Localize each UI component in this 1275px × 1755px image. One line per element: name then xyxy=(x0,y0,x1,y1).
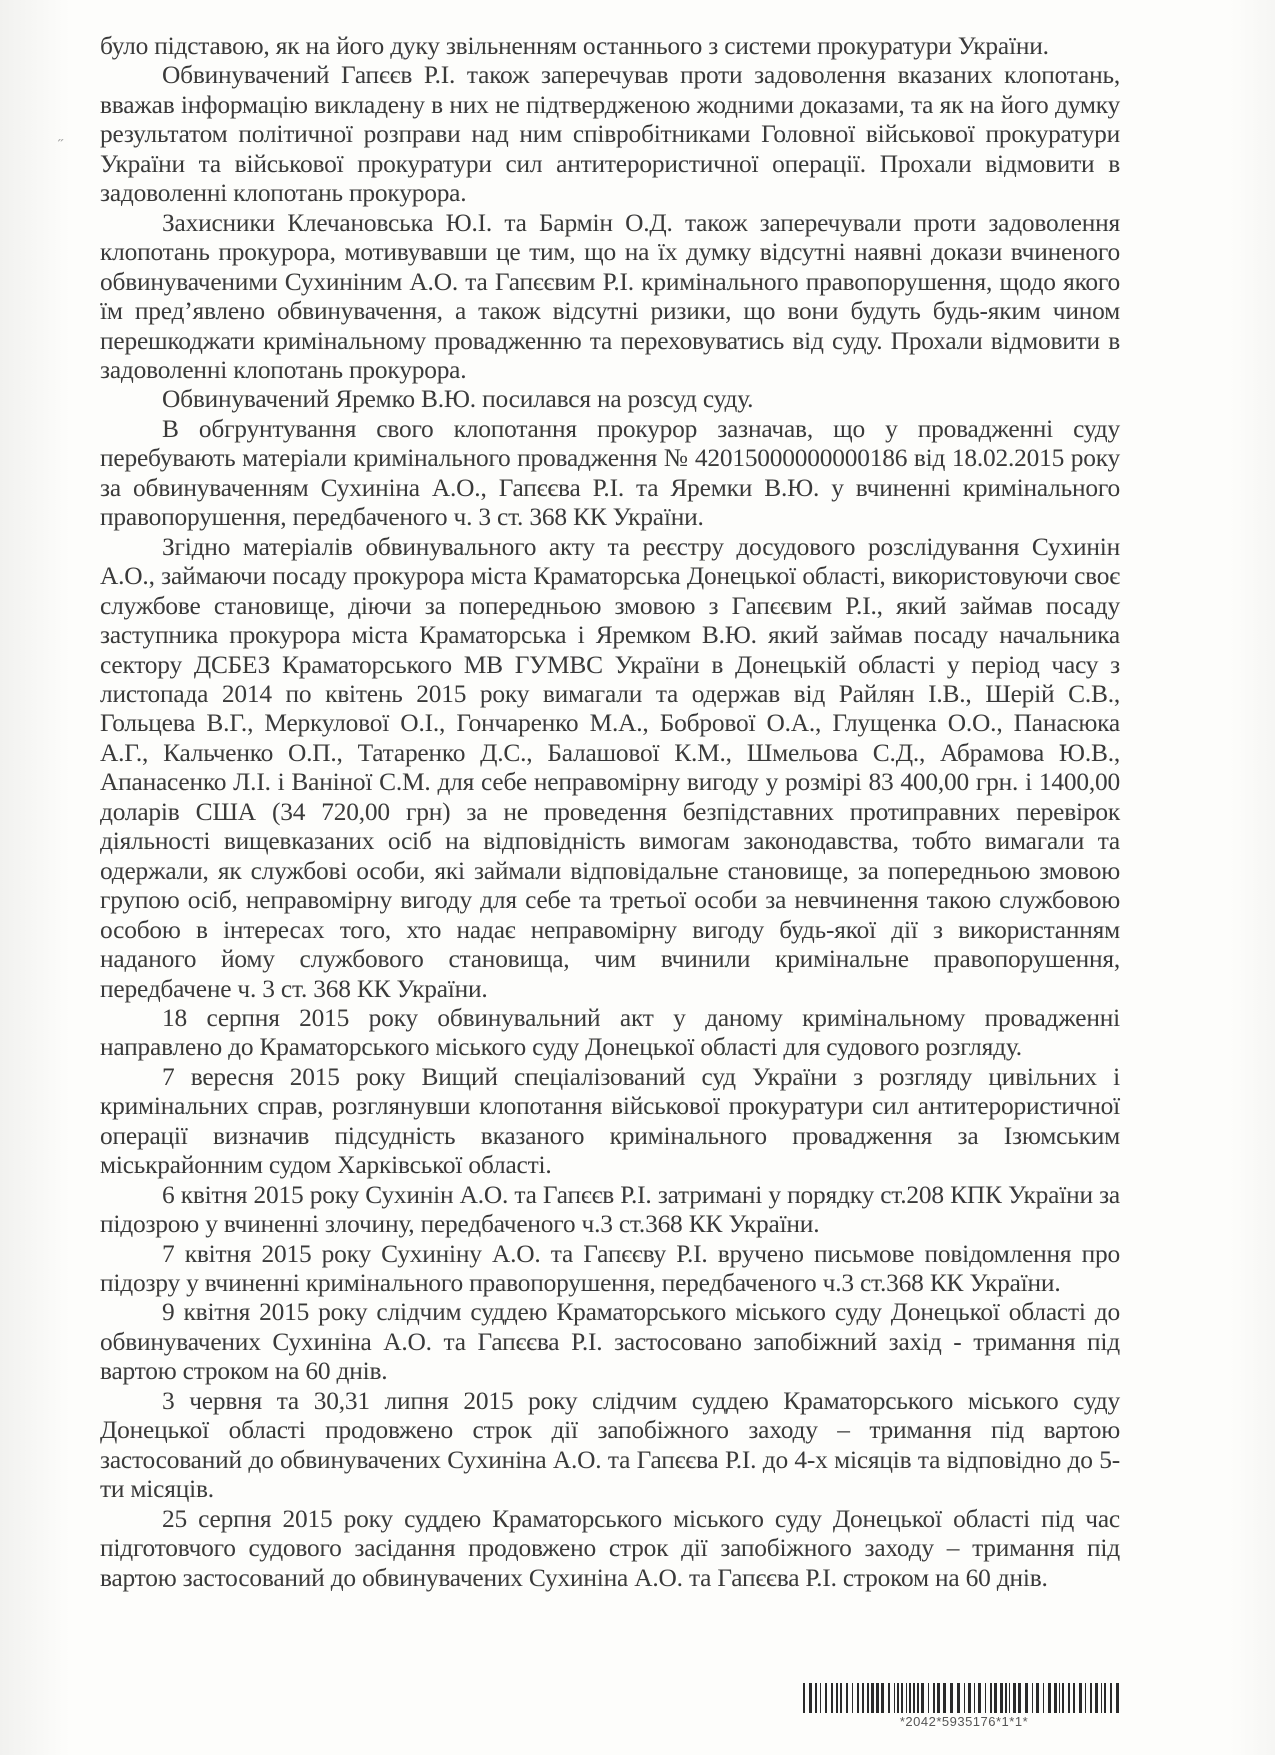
barcode-bar xyxy=(1116,1683,1119,1713)
barcode-bar xyxy=(876,1683,879,1713)
barcode-bar xyxy=(1013,1683,1016,1713)
barcode-bar xyxy=(994,1683,997,1713)
barcode-bar xyxy=(921,1683,924,1713)
barcode-number: *2042*5935176*1*1* xyxy=(899,1714,1029,1729)
barcode-bar xyxy=(871,1683,874,1713)
barcode-bar xyxy=(1073,1683,1075,1713)
barcode-bar xyxy=(1090,1683,1092,1713)
barcode-bar xyxy=(820,1683,821,1713)
barcode-bar xyxy=(881,1683,884,1713)
paragraph: Обвинувачений Гапєєв Р.І. також заперечував проти задоволення вказаних клопотань, вважав інформацію викладену в них не підтвердженою жодними доказами, та як на його думку результатом політичної розправи над ним співробітниками Головної військової прокуратури України та військової прокуратури сил антитерористичної операції. Прохали відмовити в задоволенні клопотань прокурора. xyxy=(100,61,1120,208)
barcode-bar xyxy=(1059,1683,1060,1713)
barcode-bars xyxy=(803,1683,1125,1713)
barcode xyxy=(803,1683,1125,1729)
barcode-bar xyxy=(950,1683,953,1713)
barcode-bar xyxy=(968,1683,971,1713)
barcode-bar xyxy=(901,1683,903,1713)
barcode-bar xyxy=(1062,1683,1064,1713)
barcode-bar xyxy=(809,1683,812,1713)
barcode-bar xyxy=(933,1683,935,1713)
barcode-bar xyxy=(985,1683,986,1713)
barcode-bar xyxy=(937,1683,940,1713)
barcode-bar xyxy=(857,1683,859,1713)
barcode-bar xyxy=(815,1683,817,1713)
barcode-bar xyxy=(906,1683,907,1713)
barcode-bar xyxy=(1025,1683,1028,1713)
barcode-bar xyxy=(1036,1683,1039,1713)
barcode-bar xyxy=(1101,1683,1102,1713)
barcode-bar xyxy=(1068,1683,1070,1713)
paragraph: В обгрунтування свого клопотання прокурор зазначав, що у провадженні суду перебувають матеріали кримінального провадження № 42015000000000186 від 18.02.2015 року за обвинуваченням Сухиніна А.О., Гапєєва Р.І. та Яремки В.Ю. у вчиненні кримінального правопорушення, передбаченого ч. 3 ст. 368 КК України. xyxy=(100,414,1120,532)
paragraph: 25 серпня 2015 року суддею Краматорського міського суду Донецької області під час підготовчого судового засідання продовжено строк дії запобіжного заходу – тримання під вартою застосований до обвинувачених Сухиніна А.О. та Гапєєва Р.І. строком на 60 днів. xyxy=(100,1504,1120,1592)
barcode-bar xyxy=(1079,1683,1082,1713)
barcode-bar xyxy=(888,1683,890,1713)
barcode-bar xyxy=(928,1683,929,1713)
barcode-bar xyxy=(831,1683,833,1713)
barcode-bar xyxy=(964,1683,965,1713)
paragraph: 3 червня та 30,31 липня 2015 року слідчим суддею Краматорського міського суду Донецької області продовжено строк дії запобіжного заходу – тримання під вартою застосований до обвинувачених Сухиніна А.О. та Гапєєва Р.І. до 4-х місяців та відповідно до 5-ти місяців. xyxy=(100,1386,1120,1504)
barcode-bar xyxy=(1018,1683,1021,1713)
scan-artifact-mark: ˶ xyxy=(58,130,64,147)
paragraph: Обвинувачений Яремко В.Ю. посилався на розсуд суду. xyxy=(162,385,754,414)
barcode-bar xyxy=(1048,1683,1051,1713)
barcode-bar xyxy=(894,1683,895,1713)
barcode-bar xyxy=(862,1683,864,1713)
document-body xyxy=(100,32,1120,1593)
barcode-bar xyxy=(909,1683,911,1713)
barcode-bar xyxy=(913,1683,915,1713)
barcode-bar xyxy=(1043,1683,1044,1713)
barcode-bar xyxy=(990,1683,992,1713)
paragraph: було підставою, як на його дуку звільненням останнього з системи прокуратури України. xyxy=(100,32,1049,60)
barcode-bar xyxy=(1000,1683,1003,1713)
paragraph: Захисники Клечановська Ю.І. та Бармін О.Д. також заперечували проти задоволення клопотань прокурора, мотивувавши це тим, що на їх думку відсутні наявні докази вчиненого обвинуваченими Сухиніним А.О. та Гапєєвим Р.І. кримінального правопорушення, щодо якого їм пред’явлено обвинувачення, а також відсутні ризики, що вони будуть будь-яким чином перешкоджати кримінальному провадженню та переховуватись від суду. Прохали відмовити в задоволенні клопотань прокурора. xyxy=(100,208,1120,384)
barcode-bar xyxy=(1054,1683,1057,1713)
paragraph: 6 квітня 2015 року Сухинін А.О. та Гапєєв Р.І. затримані у порядку ст.208 КПК України за підозрою у вчиненні злочину, передбаченого ч.3 ст.368 КК України. xyxy=(100,1180,1120,1239)
barcode-bar xyxy=(836,1683,838,1713)
paragraph: 18 серпня 2015 року обвинувальний акт у даному кримінальному провадженні направлено до Краматорського міського суду Донецької області для судового розгляду. xyxy=(100,1003,1120,1062)
barcode-bar xyxy=(840,1683,842,1713)
barcode-bar xyxy=(852,1683,853,1713)
barcode-bar xyxy=(1009,1683,1010,1713)
barcode-bar xyxy=(1005,1683,1007,1713)
barcode-bar xyxy=(1032,1683,1033,1713)
paragraph: Згідно матеріалів обвинувального акту та реєстру досудового розслідування Сухинін А.О., займаючи посаду прокурора міста Краматорська Донецької області, використовуючи своє службове становище, діючи за попередньою змовою з Гапєєвим Р.І., який займав посаду заступника прокурора міста Краматорська і Яремком В.Ю. який займав посаду начальника сектору ДСБЕЗ Краматорського МВ ГУМВС України в Донецькій області у період часу з листопада 2014 по квітень 2015 року вимагали та одержав від Райлян І.В., Шерій С.В., Гольцева В.Г., Меркулової О.І., Гончаренко М.А., Бобрової О.А., Глущенка О.О., Панасюка А.Г., Кальченко О.П., Татаренко Д.С., Балашової К.М., Шмельова С.Д., Абрамова Ю.В., Апанасенко Л.І. і Ваніної С.М. для себе неправомірну вигоду у розмірі 83 400,00 грн. і 1400,00 доларів США (34 720,00 грн) за не проведення безпідставних протиправних перевірок діяльності вищевказаних осіб на відповідність вимогам законодавства, тобто вимагали та одержали, як службові особи, які займали відповідальне становище, за попередньою змовою групою осіб, неправомірну вигоду для себе та третьої особи за невчинення такою службовою особою в інтересах того, хто надає неправомірну вигоду будь-якої дії з використанням наданого йому службового становища, чим вчинили кримінальне правопорушення, передбачене ч. 3 ст. 368 КК України. xyxy=(100,532,1120,1003)
barcode-bar xyxy=(846,1683,848,1713)
paragraph: 7 квітня 2015 року Сухиніну А.О. та Гапєєву Р.І. вручено письмове повідомлення про підозру у вчиненні кримінального правопорушення, передбаченого ч.3 ст.368 КК України. xyxy=(100,1239,1120,1298)
barcode-bar xyxy=(917,1683,919,1713)
barcode-bar xyxy=(978,1683,981,1713)
barcode-bar xyxy=(943,1683,946,1713)
barcode-bar xyxy=(1085,1683,1086,1713)
barcode-bar xyxy=(1110,1683,1112,1713)
barcode-bar xyxy=(1104,1683,1106,1713)
paragraph: 9 квітня 2015 року слідчим суддею Краматорського міського суду Донецької області до обвинувачених Сухиніна А.О. та Гапєєва Р.І. застосовано запобіжний захід - тримання під вартою строком на 60 днів. xyxy=(100,1298,1120,1386)
barcode-bar xyxy=(1095,1683,1098,1713)
barcode-bar xyxy=(825,1683,827,1713)
barcode-bar xyxy=(974,1683,975,1713)
barcode-bar xyxy=(803,1683,805,1713)
barcode-bar xyxy=(897,1683,899,1713)
paragraph: 7 вересня 2015 року Вищий спеціалізований суд України з розгляду цивільних і кримінальних справ, розглянувши клопотання військової прокуратури сил антитерористичної операції визначив підсудність вказаного кримінального провадження за Ізюмським міськрайонним судом Харківської області. xyxy=(100,1062,1120,1180)
barcode-bar xyxy=(957,1683,960,1713)
barcode-bar xyxy=(867,1683,869,1713)
